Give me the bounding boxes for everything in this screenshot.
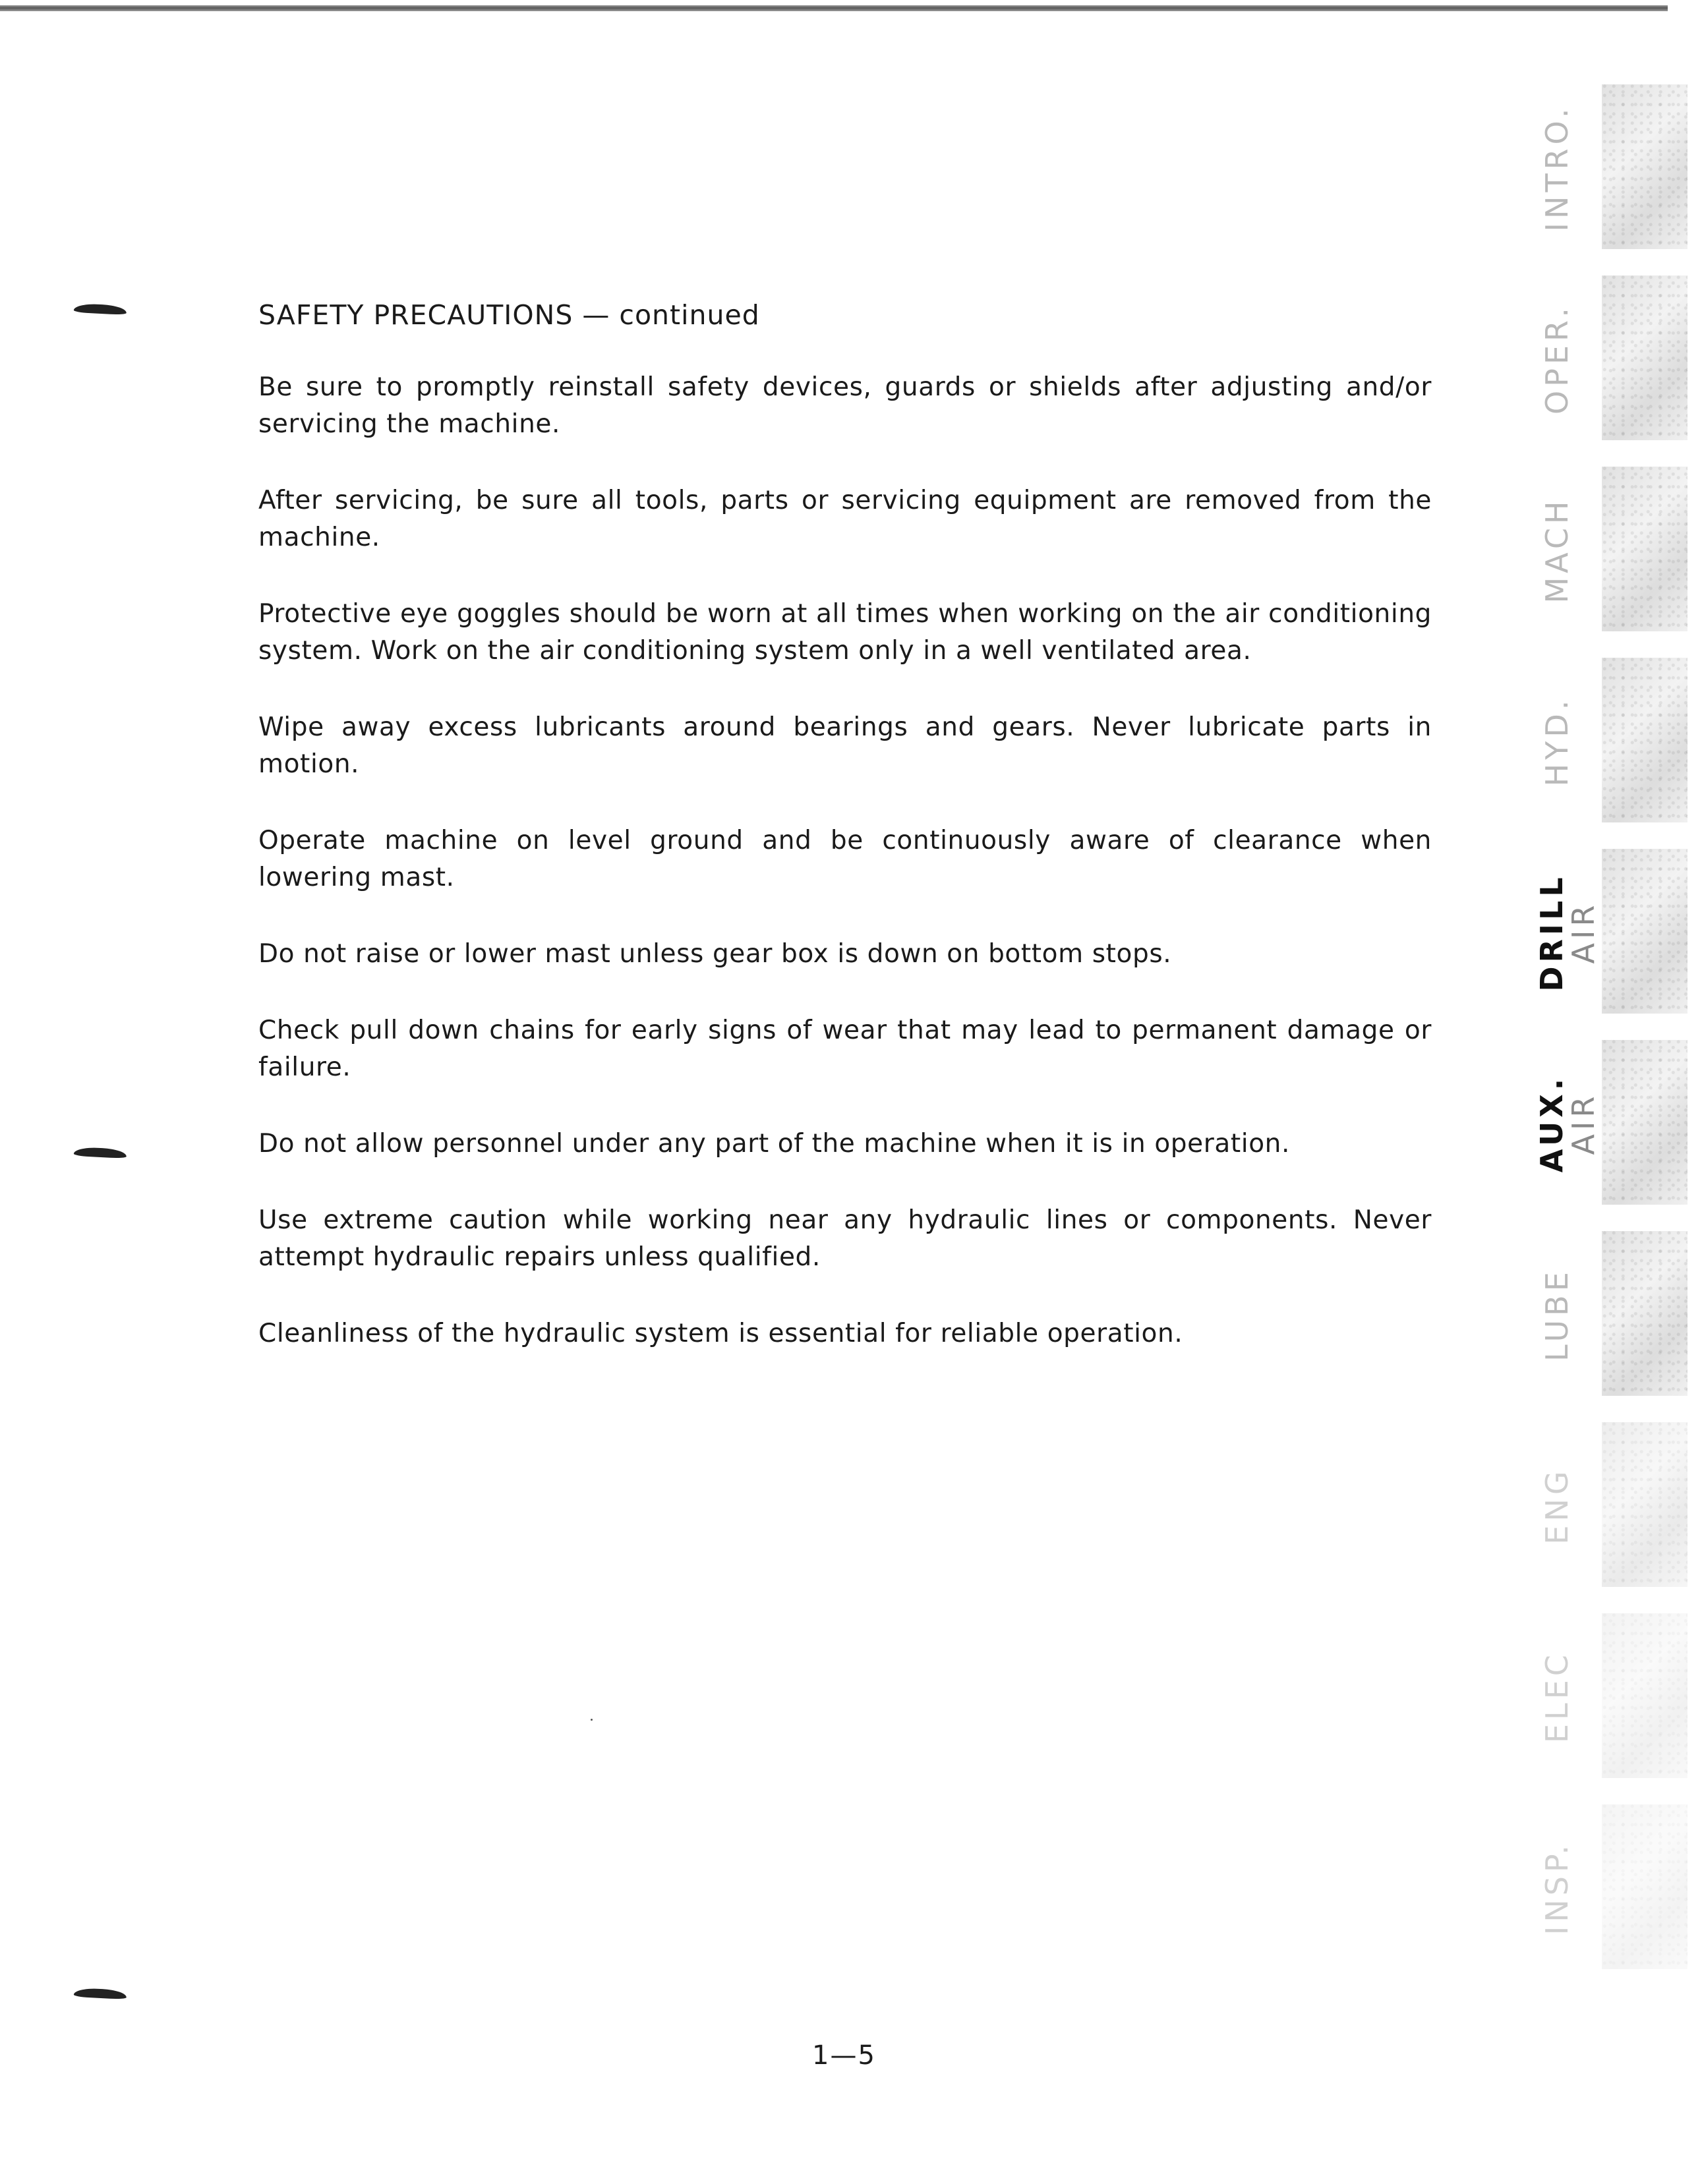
tab-label: HYD. <box>1539 696 1575 787</box>
binder-punch-mark <box>74 1988 127 1999</box>
section-heading: SAFETY PRECAUTIONS — continued <box>258 299 760 331</box>
top-rule <box>0 5 1668 11</box>
tab-label: LUBE <box>1539 1268 1575 1362</box>
tab-label: ENG <box>1539 1467 1575 1545</box>
binder-punch-mark <box>74 1147 127 1159</box>
tab-insp[interactable] <box>1516 1799 1694 1977</box>
tab-shading <box>1602 1040 1687 1205</box>
tab-shading <box>1602 275 1687 440</box>
tab-mach[interactable] <box>1516 461 1694 639</box>
tab-label: AUX. AIR <box>1534 1074 1601 1173</box>
stray-mark <box>591 1719 593 1721</box>
tab-label: INSP. <box>1539 1841 1575 1936</box>
paragraph: Do not raise or lower mast unless gear box is down on bottom stops. <box>258 939 1172 969</box>
tab-shading <box>1602 1613 1687 1778</box>
tab-intro[interactable] <box>1516 79 1694 257</box>
tab-shading <box>1602 84 1687 249</box>
tab-shading <box>1602 1422 1687 1587</box>
paragraph: Protective eye goggles should be worn at all times when working on the air conditioning system. Work on the air conditioning system only in a well ventilated area. <box>258 599 1432 666</box>
tab-shading <box>1602 1804 1687 1969</box>
tab-shading <box>1602 467 1687 631</box>
tab-label: INTRO. <box>1539 104 1575 232</box>
tab-shading <box>1602 1231 1687 1396</box>
paragraph: Use extreme caution while working near any hydraulic lines or components. Never attempt hydraulic repairs unless qualified. <box>258 1205 1432 1272</box>
binder-punch-mark <box>74 303 127 315</box>
tab-label: OPER. <box>1539 304 1575 415</box>
tab-label: DRILL AIR <box>1534 873 1601 992</box>
paragraph: Do not allow personnel under any part of the machine when it is in operation. <box>258 1129 1290 1159</box>
tab-elec[interactable] <box>1516 1608 1694 1786</box>
tab-label: ELEC <box>1539 1651 1575 1743</box>
tab-drill-air[interactable] <box>1516 844 1694 1021</box>
tab-shading <box>1602 658 1687 822</box>
paragraph: Wipe away excess lubricants around bearings and gears. Never lubricate parts in motion. <box>258 712 1432 779</box>
paragraph: Be sure to promptly reinstall safety devices, guards or shields after adjusting and/or servicing the machine. <box>258 372 1432 439</box>
paragraph: After servicing, be sure all tools, parts or servicing equipment are removed from the machine. <box>258 486 1432 552</box>
tab-aux-air[interactable] <box>1516 1035 1694 1213</box>
tab-label: MACH <box>1539 497 1575 604</box>
paragraph: Operate machine on level ground and be continuously aware of clearance when lowering mast. <box>258 826 1432 892</box>
tab-oper[interactable] <box>1516 270 1694 448</box>
paragraph: Check pull down chains for early signs of wear that may lead to permanent damage or failure. <box>258 1016 1432 1082</box>
tab-hyd[interactable] <box>1516 652 1694 830</box>
page-content <box>258 295 1432 1392</box>
tab-lube[interactable] <box>1516 1226 1694 1404</box>
tab-eng[interactable] <box>1516 1417 1694 1595</box>
tab-shading <box>1602 849 1687 1014</box>
paragraph: Cleanliness of the hydraulic system is essential for reliable operation. <box>258 1319 1183 1348</box>
page-number: 1—5 <box>812 2040 876 2071</box>
